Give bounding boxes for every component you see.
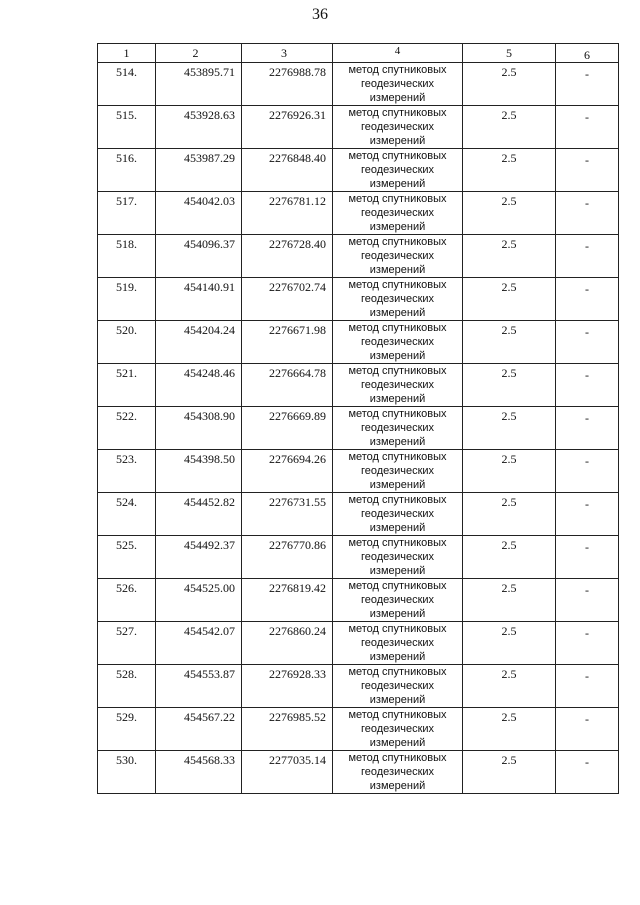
table-row (98, 63, 619, 106)
y-coordinate-cell: 2276848.40 (242, 149, 333, 192)
y-coordinate-cell: 2276671.98 (242, 321, 333, 364)
x-coordinate-cell: 454308.90 (156, 407, 242, 450)
column-header-3: 3 (242, 44, 333, 63)
note-cell: - (556, 579, 619, 622)
y-coordinate-cell: 2276819.42 (242, 579, 333, 622)
y-coordinate-cell: 2276781.12 (242, 192, 333, 235)
table-row (98, 622, 619, 665)
y-coordinate-cell: 2276669.89 (242, 407, 333, 450)
point-number-cell: 515. (98, 106, 156, 149)
method-cell: метод спутниковых геодезических измерений (333, 622, 463, 665)
note-cell: - (556, 622, 619, 665)
point-number-cell: 529. (98, 708, 156, 751)
table-row (98, 149, 619, 192)
method-cell: метод спутниковых геодезических измерений (333, 665, 463, 708)
x-coordinate-cell: 454567.22 (156, 708, 242, 751)
header-row (98, 44, 619, 63)
point-number-cell: 518. (98, 235, 156, 278)
x-coordinate-cell: 454140.91 (156, 278, 242, 321)
method-cell: метод спутниковых геодезических измерений (333, 407, 463, 450)
column-header-5: 5 (463, 44, 556, 63)
point-number-cell: 524. (98, 493, 156, 536)
note-cell: - (556, 321, 619, 364)
x-coordinate-cell: 453895.71 (156, 63, 242, 106)
note-cell: - (556, 665, 619, 708)
table-row (98, 364, 619, 407)
column-header-1: 1 (98, 44, 156, 63)
x-coordinate-cell: 453928.63 (156, 106, 242, 149)
column-header-4: 4 (333, 44, 463, 63)
x-coordinate-cell: 454568.33 (156, 751, 242, 794)
x-coordinate-cell: 454042.03 (156, 192, 242, 235)
point-number-cell: 523. (98, 450, 156, 493)
x-coordinate-cell: 454204.24 (156, 321, 242, 364)
point-number-cell: 527. (98, 622, 156, 665)
point-number-cell: 519. (98, 278, 156, 321)
x-coordinate-cell: 454452.82 (156, 493, 242, 536)
point-number-cell: 516. (98, 149, 156, 192)
y-coordinate-cell: 2276985.52 (242, 708, 333, 751)
page-number: 36 (312, 6, 328, 23)
accuracy-cell: 2.5 (463, 407, 556, 450)
table-row (98, 450, 619, 493)
accuracy-cell: 2.5 (463, 192, 556, 235)
accuracy-cell: 2.5 (463, 493, 556, 536)
table-row (98, 192, 619, 235)
x-coordinate-cell: 454248.46 (156, 364, 242, 407)
y-coordinate-cell: 2276988.78 (242, 63, 333, 106)
column-header-6: 6 (556, 44, 619, 63)
y-coordinate-cell: 2276860.24 (242, 622, 333, 665)
note-cell: - (556, 63, 619, 106)
method-cell: метод спутниковых геодезических измерений (333, 450, 463, 493)
table-header (98, 44, 619, 63)
y-coordinate-cell: 2276926.31 (242, 106, 333, 149)
accuracy-cell: 2.5 (463, 579, 556, 622)
accuracy-cell: 2.5 (463, 665, 556, 708)
note-cell: - (556, 106, 619, 149)
accuracy-cell: 2.5 (463, 149, 556, 192)
accuracy-cell: 2.5 (463, 450, 556, 493)
method-cell: метод спутниковых геодезических измерений (333, 579, 463, 622)
y-coordinate-cell: 2276702.74 (242, 278, 333, 321)
note-cell: - (556, 235, 619, 278)
x-coordinate-cell: 453987.29 (156, 149, 242, 192)
table-row (98, 665, 619, 708)
table-row (98, 493, 619, 536)
accuracy-cell: 2.5 (463, 106, 556, 149)
x-coordinate-cell: 454096.37 (156, 235, 242, 278)
method-cell: метод спутниковых геодезических измерений (333, 708, 463, 751)
y-coordinate-cell: 2276664.78 (242, 364, 333, 407)
point-number-cell: 528. (98, 665, 156, 708)
point-number-cell: 530. (98, 751, 156, 794)
table-row (98, 579, 619, 622)
table-row (98, 235, 619, 278)
accuracy-cell: 2.5 (463, 321, 556, 364)
coordinates-table (97, 43, 619, 794)
note-cell: - (556, 149, 619, 192)
x-coordinate-cell: 454398.50 (156, 450, 242, 493)
table-row (98, 278, 619, 321)
method-cell: метод спутниковых геодезических измерений (333, 278, 463, 321)
note-cell: - (556, 364, 619, 407)
accuracy-cell: 2.5 (463, 536, 556, 579)
x-coordinate-cell: 454553.87 (156, 665, 242, 708)
y-coordinate-cell: 2277035.14 (242, 751, 333, 794)
y-coordinate-cell: 2276731.55 (242, 493, 333, 536)
accuracy-cell: 2.5 (463, 278, 556, 321)
table-row (98, 407, 619, 450)
method-cell: метод спутниковых геодезических измерений (333, 493, 463, 536)
table-body (98, 63, 619, 794)
method-cell: метод спутниковых геодезических измерений (333, 106, 463, 149)
x-coordinate-cell: 454492.37 (156, 536, 242, 579)
method-cell: метод спутниковых геодезических измерений (333, 364, 463, 407)
point-number-cell: 520. (98, 321, 156, 364)
accuracy-cell: 2.5 (463, 63, 556, 106)
y-coordinate-cell: 2276728.40 (242, 235, 333, 278)
point-number-cell: 514. (98, 63, 156, 106)
method-cell: метод спутниковых геодезических измерений (333, 192, 463, 235)
point-number-cell: 525. (98, 536, 156, 579)
y-coordinate-cell: 2276770.86 (242, 536, 333, 579)
method-cell: метод спутниковых геодезических измерений (333, 235, 463, 278)
accuracy-cell: 2.5 (463, 364, 556, 407)
note-cell: - (556, 708, 619, 751)
note-cell: - (556, 450, 619, 493)
table-row (98, 708, 619, 751)
accuracy-cell: 2.5 (463, 235, 556, 278)
note-cell: - (556, 407, 619, 450)
method-cell: метод спутниковых геодезических измерений (333, 751, 463, 794)
point-number-cell: 526. (98, 579, 156, 622)
y-coordinate-cell: 2276928.33 (242, 665, 333, 708)
column-header-2: 2 (156, 44, 242, 63)
method-cell: метод спутниковых геодезических измерений (333, 321, 463, 364)
method-cell: метод спутниковых геодезических измерений (333, 536, 463, 579)
y-coordinate-cell: 2276694.26 (242, 450, 333, 493)
point-number-cell: 522. (98, 407, 156, 450)
method-cell: метод спутниковых геодезических измерений (333, 149, 463, 192)
table-row (98, 106, 619, 149)
x-coordinate-cell: 454542.07 (156, 622, 242, 665)
note-cell: - (556, 192, 619, 235)
note-cell: - (556, 536, 619, 579)
accuracy-cell: 2.5 (463, 708, 556, 751)
point-number-cell: 517. (98, 192, 156, 235)
table-row (98, 751, 619, 794)
note-cell: - (556, 493, 619, 536)
accuracy-cell: 2.5 (463, 622, 556, 665)
table-row (98, 321, 619, 364)
x-coordinate-cell: 454525.00 (156, 579, 242, 622)
note-cell: - (556, 751, 619, 794)
method-cell: метод спутниковых геодезических измерений (333, 63, 463, 106)
table-row (98, 536, 619, 579)
note-cell: - (556, 278, 619, 321)
point-number-cell: 521. (98, 364, 156, 407)
accuracy-cell: 2.5 (463, 751, 556, 794)
